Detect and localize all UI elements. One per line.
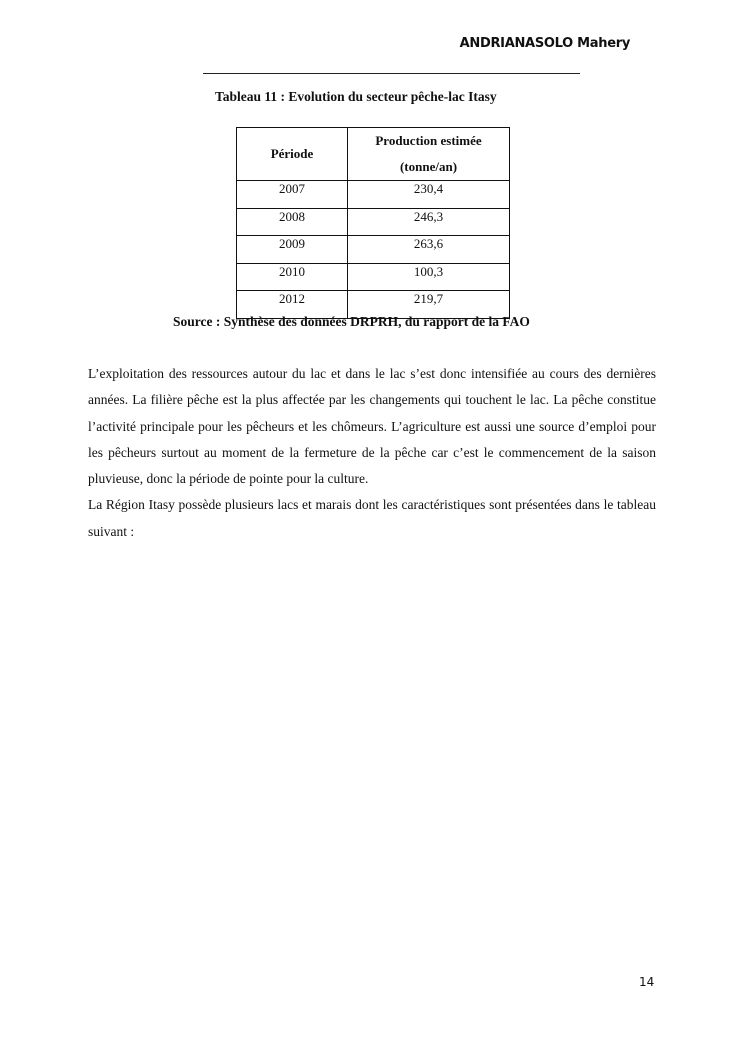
table-row	[237, 263, 510, 291]
cell-period: 2009	[237, 236, 348, 264]
paragraph: L’exploitation des ressources autour du lac et dans le lac s’est donc intensifiée au cours des dernières années. La filière pêche est la plus affectée par les changements qui touchent le lac. La pêche constitue l’activité principale pour les pêcheurs et les chômeurs. L’agriculture est aussi une source d’emploi pour les pêcheurs surtout au moment de la fermeture de la pêche car c’est le commencement de la saison pluvieuse, donc la période de pointe pour la culture.	[88, 366, 656, 487]
column-header-period: Période	[237, 128, 348, 181]
table-title: Tableau 11 : Evolution du secteur pêche-lac Itasy	[215, 89, 497, 104]
paragraph: La Région Itasy possède plusieurs lacs et marais dont les caractéristiques sont présentées dans le tableau suivant :	[88, 497, 656, 539]
page-number: 14	[639, 975, 655, 989]
column-header-production-unit: (tonne/an)	[399, 159, 458, 174]
header-rule	[203, 73, 580, 74]
cell-period: 2007	[237, 181, 348, 209]
cell-period: 2008	[237, 208, 348, 236]
body-text	[88, 361, 656, 545]
column-header-production	[348, 128, 510, 181]
production-table	[236, 127, 510, 319]
table-row	[237, 208, 510, 236]
cell-period: 2010	[237, 263, 348, 291]
cell-period: 2012	[237, 291, 348, 319]
table-header-row	[237, 128, 510, 181]
cell-production: 230,4	[348, 181, 510, 209]
cell-production: 246,3	[348, 208, 510, 236]
cell-production: 219,7	[348, 291, 510, 319]
header-author: ANDRIANASOLO Mahery	[459, 36, 630, 51]
column-header-production-label: Production estimée	[375, 133, 482, 148]
cell-production: 100,3	[348, 263, 510, 291]
table-row	[237, 181, 510, 209]
cell-production: 263,6	[348, 236, 510, 264]
table-source: Source : Synthèse des données DRPRH, du rapport de la FAO	[173, 314, 530, 329]
table-row	[237, 236, 510, 264]
